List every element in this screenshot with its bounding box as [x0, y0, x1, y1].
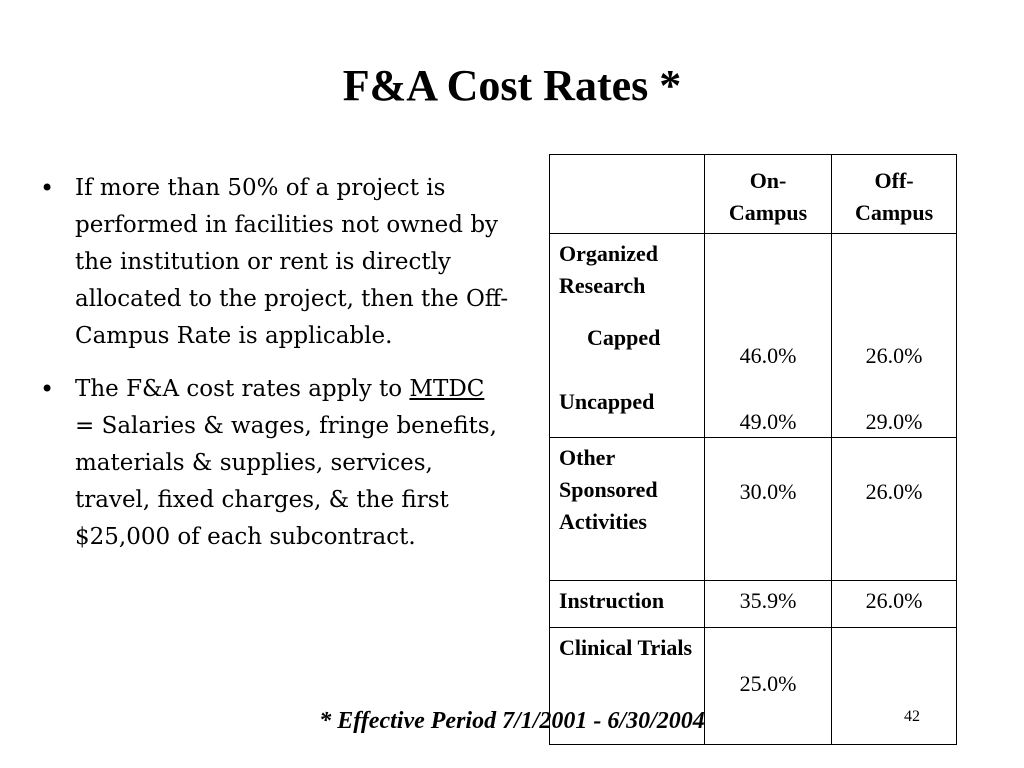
organized-research-off-campus: [832, 234, 957, 438]
rates-table: [549, 154, 957, 745]
mtdc-term: MTDC: [409, 376, 485, 402]
bullet-item-mtdc: [40, 371, 510, 556]
footnote-effective-period: * Effective Period 7/1/2001 - 6/30/2004: [319, 708, 705, 734]
bullet-dot: •: [40, 174, 55, 202]
uncapped-label: Uncapped: [559, 389, 655, 414]
capped-off-value: 26.0%: [865, 343, 923, 368]
table-header-row: [550, 155, 957, 234]
header-on-campus: On- Campus: [704, 155, 831, 234]
slide-title: F&A Cost Rates *: [342, 61, 682, 110]
table-row: [550, 438, 957, 581]
row-label-clinical-trials: Clinical Trials: [550, 628, 705, 745]
other-sponsored-off-campus: 26.0%: [832, 438, 957, 581]
uncapped-off-value: 29.0%: [865, 409, 923, 434]
bullet-text-rest: = Salaries & wages, fringe benefits, materials & supplies, services, travel, fixed charges, & the first $25,000 of each subcontract.: [75, 413, 497, 550]
capped-label: Capped: [587, 325, 661, 350]
bullet-list: [40, 170, 510, 572]
table-row: [550, 581, 957, 628]
bullet-item-off-campus-rule: [40, 170, 510, 355]
header-empty-cell: [550, 155, 705, 234]
organized-research-label: Organized Research: [559, 241, 658, 298]
row-label-instruction: Instruction: [550, 581, 705, 628]
other-sponsored-on-campus: 30.0%: [704, 438, 831, 581]
page-number: 42: [904, 708, 920, 725]
organized-research-on-campus: [704, 234, 831, 438]
instruction-off-campus: 26.0%: [832, 581, 957, 628]
table-row: [550, 234, 957, 438]
bullet-dot: •: [40, 375, 55, 403]
uncapped-on-value: 49.0%: [739, 409, 797, 434]
clinical-trials-on-campus: 25.0%: [704, 628, 831, 745]
header-off-campus: Off- Campus: [832, 155, 957, 234]
instruction-on-campus: 35.9%: [704, 581, 831, 628]
bullet-text: If more than 50% of a project is performed in facilities not owned by the institution or rent is directly allocated to the project, then the Off-Campus Rate is applicable.: [75, 175, 509, 349]
capped-on-value: 46.0%: [739, 343, 797, 368]
row-label-organized-research: [550, 234, 705, 438]
row-label-other-sponsored: Other Sponsored Activities: [550, 438, 705, 581]
bullet-text-prefix: The F&A cost rates apply to: [75, 376, 410, 402]
